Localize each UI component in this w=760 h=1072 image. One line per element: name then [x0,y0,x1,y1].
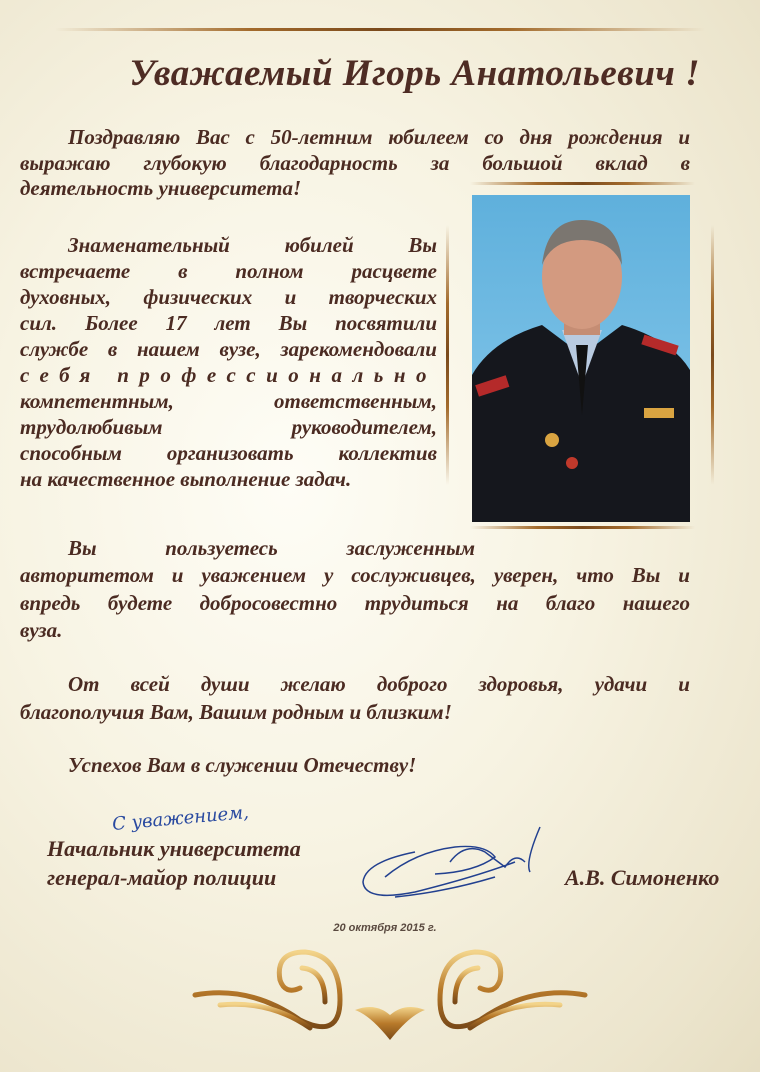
letter-line: вуза. [20,617,63,642]
letter-line: сил. Более 17 лет Вы посвятили [20,311,437,335]
photo-bottom-divider [470,526,695,529]
top-divider [55,28,705,31]
signatory-position-line1: Начальник университета [47,836,301,861]
letter-line: способным организовать коллектив [20,441,437,465]
handwritten-note: С уважением, [111,802,250,835]
signatory-position-line2: генерал-майор полиции [47,865,277,890]
letter-line: выражаю глубокую благодарность за большой вклад в [20,150,690,175]
letter-line: службе в нашем вузе, зарекомендовали [20,337,437,361]
gold-ornament [190,940,590,1045]
letter-line: встречаете в полном расцвете [20,259,437,283]
letter-line: Знаменательный юбилей Вы [68,233,437,257]
letter-line: себя профессионально [20,363,437,387]
letter-line: трудолюбивым руководителем, [20,415,437,439]
letter-line: авторитетом и уважением у сослуживцев, уверен, что Вы и [20,563,690,588]
portrait-photo [472,195,690,522]
letter-line: От всей души желаю доброго здоровья, удачи и [68,672,690,696]
letter-line: духовных, физических и творческих [20,285,437,309]
letter-line: Поздравляю Вас с 50-летним юбилеем со дня рождения и [68,125,690,149]
handwritten-signature [355,822,565,907]
photo-left-divider [446,225,449,485]
letter-date: 20 октября 2015 г. [333,922,437,934]
signatory-name: А.В. Симоненко [565,865,720,890]
letter-line: Успехов Вам в служении Отечеству! [68,753,417,777]
photo-top-divider [470,182,695,185]
letter-line: впредь будете добросовестно трудиться на благо нашего [20,590,690,615]
letter-line: деятельность университета! [20,176,302,200]
letter-line: на качественное выполнение задач. [20,467,352,491]
greeting-title: Уважаемый Игорь Анатольевич ! [129,53,700,94]
letter-line: компетентным, ответственным, [20,389,437,413]
letter-line: благополучия Вам, Вашим родным и близким! [20,700,452,724]
letter-line: Вы пользуетесь заслуженным [68,536,475,560]
photo-right-divider [711,225,714,485]
